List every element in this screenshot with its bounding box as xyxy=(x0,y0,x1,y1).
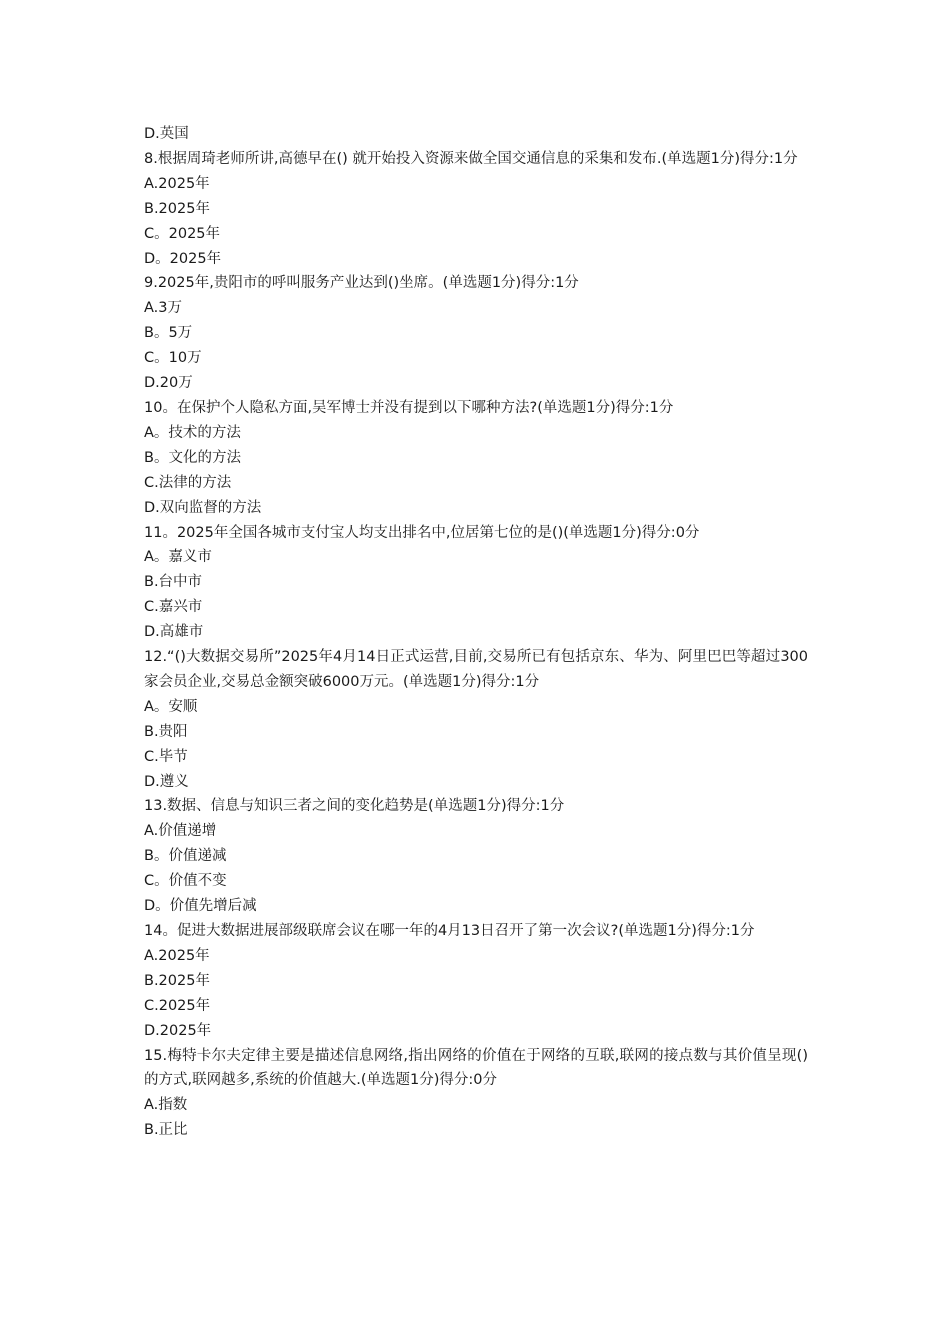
option-line: D.高雄市 xyxy=(144,624,204,641)
option-line: C.法律的方法 xyxy=(144,474,232,491)
option-line: D.遵义 xyxy=(144,773,189,790)
option-line: A。技术的方法 xyxy=(144,424,241,441)
option-line: D。价值先增后减 xyxy=(144,898,257,915)
option-line: C。价值不变 xyxy=(144,873,227,890)
option-line: D.2025年 xyxy=(144,1022,212,1039)
option-line: D.20万 xyxy=(144,375,193,392)
option-line: B.2025年 xyxy=(144,972,210,989)
option-line: A.3万 xyxy=(144,300,182,317)
option-line: B。价值递减 xyxy=(144,848,227,865)
option-line: D。2025年 xyxy=(144,250,222,267)
option-line: C.毕节 xyxy=(144,748,188,765)
option-line: B.台中市 xyxy=(144,574,203,591)
option-line: B.贵阳 xyxy=(144,723,188,740)
question-line: 10。在保护个人隐私方面,吴军博士并没有提到以下哪种方法?(单选题1分)得分:1分 xyxy=(144,399,674,416)
option-line: A.价值递增 xyxy=(144,823,217,840)
question-line: 12.“()大数据交易所”2025年4月14日正式运营,目前,交易所已有包括京东、华为、阿里巴巴等超过300家会员企业,交易总金额突破6000万元。(单选题1分)得分:1分 xyxy=(144,649,808,690)
option-line: D.英国 xyxy=(144,126,189,142)
option-line: B。5万 xyxy=(144,325,193,342)
option-line: C。10万 xyxy=(144,350,202,367)
option-line: C。2025年 xyxy=(144,225,221,242)
option-line: D.双向监督的方法 xyxy=(144,499,262,516)
option-line: A。安顺 xyxy=(144,698,198,715)
question-line: 11。2025年全国各城市支付宝人均支出排名中,位居第七位的是()(单选题1分)得分:0分 xyxy=(144,524,700,541)
question-line: 8.根据周琦老师所讲,高德早在() 就开始投入资源来做全国交通信息的采集和发布.(单选题1分)得分:1分 xyxy=(144,150,798,167)
question-line: 13.数据、信息与知识三者之间的变化趋势是(单选题1分)得分:1分 xyxy=(144,798,565,815)
option-line: A.指数 xyxy=(144,1097,188,1114)
question-line: 14。促进大数据进展部级联席会议在哪一年的4月13日召开了第一次会议?(单选题1分)得分:1分 xyxy=(144,923,755,939)
option-line: B.正比 xyxy=(144,1122,188,1139)
document-page xyxy=(144,122,808,1143)
option-line: B。文化的方法 xyxy=(144,449,241,466)
question-line: 15.梅特卡尔夫定律主要是描述信息网络,指出网络的价值在于网络的互联,联网的接点数与其价值呈现()的方式,联网越多,系统的价值越大.(单选题1分)得分:0分 xyxy=(144,1047,808,1089)
option-line: A。嘉义市 xyxy=(144,549,212,566)
option-line: A.2025年 xyxy=(144,947,210,964)
question-line: 9.2025年,贵阳市的呼叫服务产业达到()坐席。(单选题1分)得分:1分 xyxy=(144,275,579,292)
option-line: A.2025年 xyxy=(144,175,210,192)
option-line: B.2025年 xyxy=(144,200,210,217)
option-line: C.嘉兴市 xyxy=(144,599,203,616)
option-line: C.2025年 xyxy=(144,997,211,1014)
